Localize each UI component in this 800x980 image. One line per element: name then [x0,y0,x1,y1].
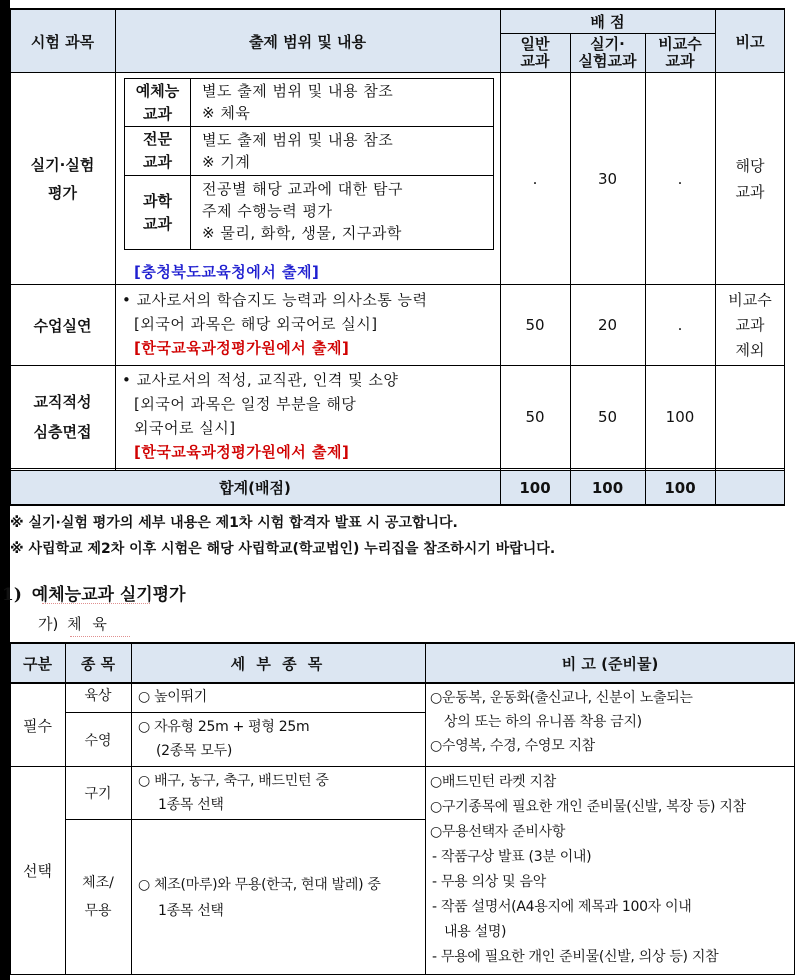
event-athletics: 육상 [84,688,112,704]
event-ball-games: 구기 [84,786,112,802]
issuer-chungbuk: [충청북도교육청에서 출제] [134,263,320,281]
total-non-subject: 100 [664,478,696,497]
inner-label-vocational: 전문 교과 [143,130,172,171]
interview-practical: 50 [597,408,618,426]
subsection-number: 가) [38,615,59,633]
interview-general: 50 [525,408,545,426]
header-score-group: 배 점 [590,13,625,31]
section-number: 1) [2,585,22,605]
demo-class-general: 50 [525,316,545,334]
total-general: 100 [519,478,551,497]
t2-header-detail: 세 부 종 목 [230,654,326,673]
practical-eval-general: . [532,169,538,188]
subsection-title: 체 육 [67,615,110,633]
header-remark: 비고 [735,32,765,51]
demo-class-remark: 비교수 교과 제외 [728,290,772,359]
subsection-heading [38,613,110,634]
inner-subject-table [124,78,494,250]
event-gym-dance: 체조/ 무용 [82,875,114,919]
detail-athletics: ○ 높이뛰기 [138,689,207,705]
inner-content-arts: 별도 출제 범위 및 내용 참조 ※ 체육 [202,82,394,122]
required-remarks: ○운동복, 운동화(출신교나, 신분이 노출되는 상의 또는 하의 유니폼 착용 금지) ○수영복, 수경, 수영모 지참 [430,690,693,754]
inner-label-science: 과학 교과 [143,191,172,233]
total-label: 합계(배점) [219,479,291,497]
practical-eval-remark: 해당 교과 [735,156,765,201]
header-non-subject: 비교수 교과 [658,35,702,70]
inner-content-science: 전공별 해당 교과에 대한 탐구 주제 수행능력 평가 ※ 물리, 화학, 생물, 지구과학 [202,180,403,242]
header-general: 일반 교과 [520,35,550,70]
header-scope: 출제 범위 및 내용 [248,32,367,51]
document-page [2,0,800,980]
interview-remark [715,366,785,468]
header-practical: 실기· 실험교과 [578,35,637,70]
section-heading [2,580,186,605]
demo-class-non-subject: . [677,316,683,334]
row-interview-name: 교직적성 심층면접 [33,393,92,441]
event-swimming: 수영 [84,732,112,749]
note-2: ※ 사립학교 제2차 이후 시험은 해당 사립학교(학교법인) 누리집을 참조하시기 바랍니다. [10,541,556,557]
note-1: ※ 실기·실험 평가의 세부 내용은 제1차 시험 합격자 발표 시 공고합니다. [10,515,458,531]
section-title: 예체능교과 실기평가 [31,585,186,605]
total-practical: 100 [591,478,624,497]
inner-content-vocational: 별도 출제 범위 및 내용 참조 ※ 기계 [202,131,394,171]
t2-header-remark: 비 고 (준비물) [561,654,659,673]
demo-class-content: • 교사로서의 학습지도 능력과 의사소통 능력 [외국어 과목은 해당 외국어로 실시] [한국교육과정평가원에서 출제] [122,291,428,357]
exam-score-table [10,0,785,505]
demo-class-practical: 20 [597,316,618,334]
interview-content: • 교사로서의 적성, 교직관, 인격 및 소양 [외국어 과목은 일정 부분을 해당 외국어로 실시] [한국교육과정평가원에서 출제] [122,371,399,461]
elective-remarks: ○배드민턴 라켓 지참 ○구기종목에 필요한 개인 준비물(신발, 복장 등) 지참 ○무용선택자 준비사항 - 작품구상 발표 (3분 이내) - 무용 의상 및 음악 - 작품 설명서(A4용지에 제목과 100자 이내 내용 설명) - 무용에 필요한 개인 준비물(신발, 의상 등) 지참 [430,774,746,965]
practical-eval-non-subject: . [677,169,683,188]
practical-eval-practical: 30 [597,169,618,188]
required-label: 필수 [23,716,52,735]
t2-header-category: 구분 [23,654,52,673]
elective-label: 선택 [23,862,52,880]
pe-events-table [10,642,795,975]
row-practical-eval-name: 실기·실험 평가 [30,155,95,202]
inner-label-arts: 예체능 교과 [135,81,180,123]
header-subject: 시험 과목 [30,32,95,51]
detail-gym-dance: ○ 체조(마루)와 무용(한국, 현대 발레) 중 1종목 선택 [138,877,381,919]
detail-ball-games: ○ 배구, 농구, 축구, 배드민턴 중 1종목 선택 [138,773,329,813]
detail-swimming: ○ 자유형 25m + 평형 25m (2종목 모두) [138,719,310,759]
row-demo-class-name: 수업실연 [33,316,92,335]
t2-header-event: 종 목 [80,654,116,673]
interview-non-subject: 100 [665,408,695,426]
